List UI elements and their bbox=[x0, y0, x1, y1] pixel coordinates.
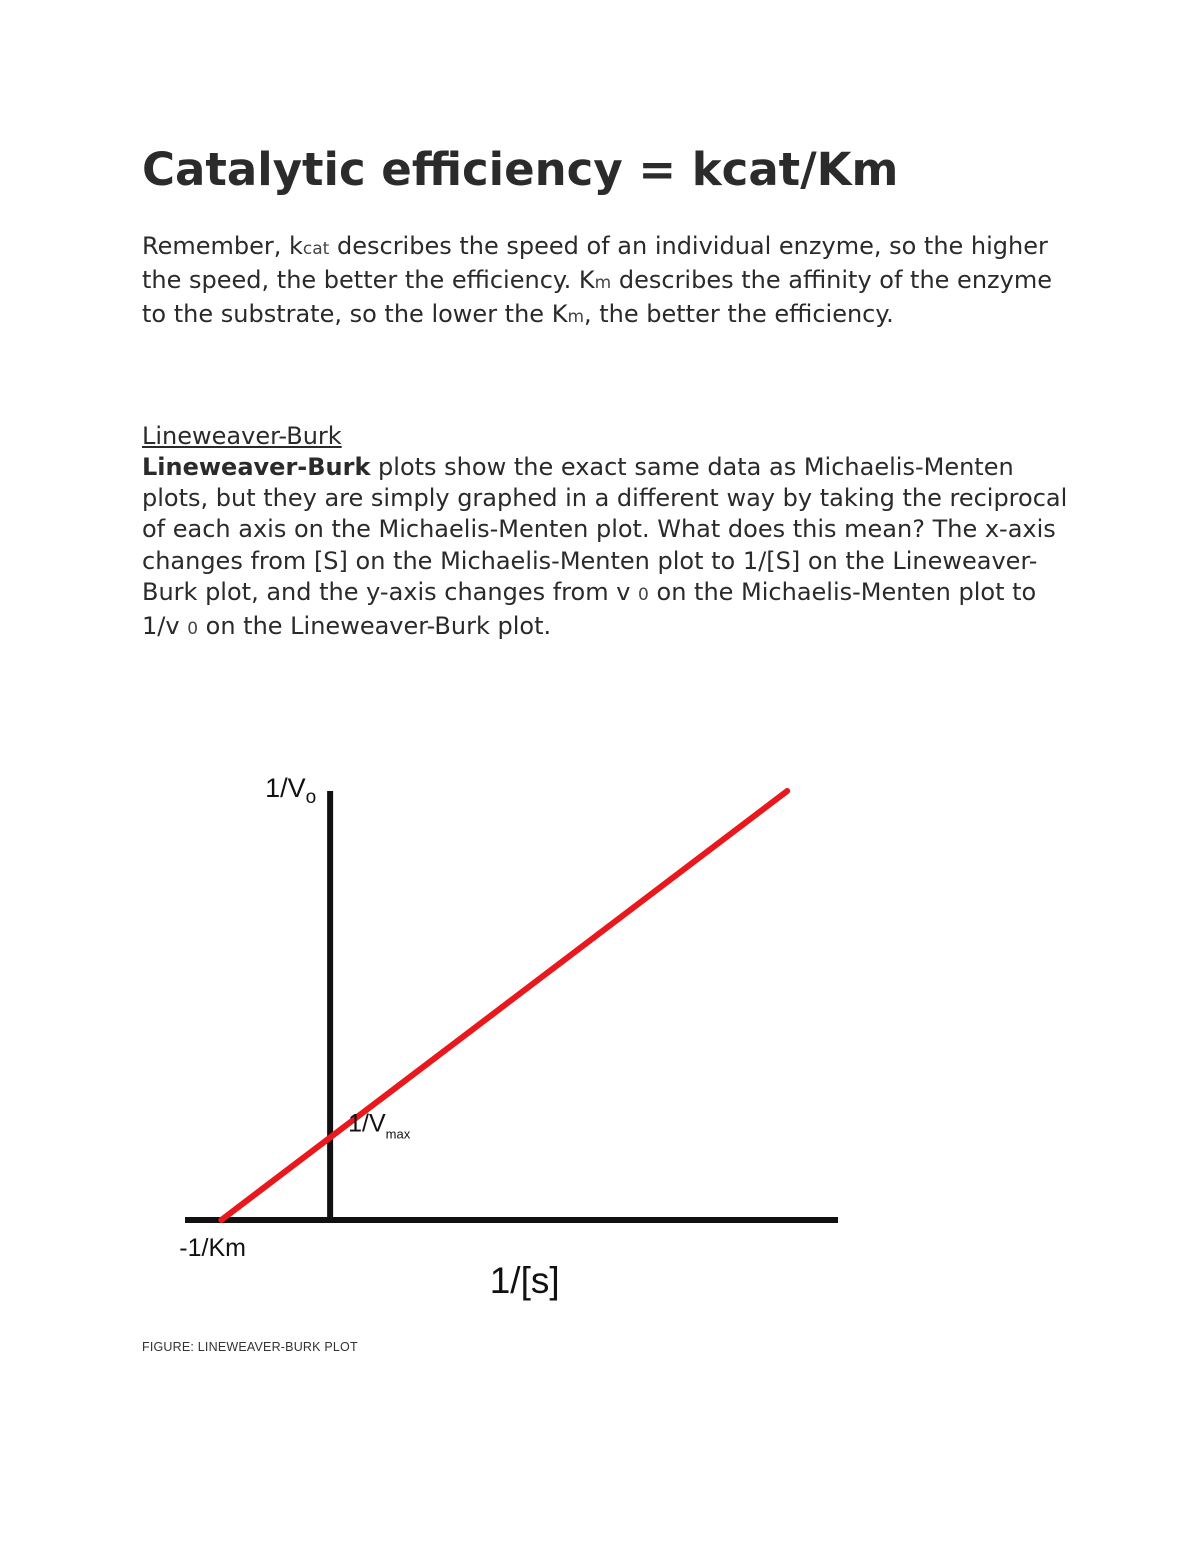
subscript-m: m bbox=[594, 273, 612, 294]
x-axis-label: 1/[s] bbox=[489, 1260, 560, 1301]
y-intercept-sub: max bbox=[385, 1126, 411, 1142]
text-run: plots show the exact same data as Michaelis-Menten plots, but they are simply graphed in a different way by taking the reciprocal of each axis on the Michaelis-Menten plot. What does this mean? The x-axis changes from [S] on the Michaelis-Menten plot to 1/[S] on the Lineweaver-Burk plot, and the y-axis changes from v bbox=[142, 453, 1068, 606]
y-axis-label-main: 1/V bbox=[265, 773, 306, 803]
text-run: Remember, k bbox=[142, 232, 303, 260]
y-intercept-label bbox=[348, 1110, 411, 1142]
plot-svg bbox=[170, 750, 870, 1310]
text-run: describes the affinity of the enzyme to the substrate, so the lower the K bbox=[142, 266, 1052, 329]
page-title: Catalytic efficiency = kcat/Km bbox=[142, 143, 899, 196]
figure-caption: FIGURE: LINEWEAVER-BURK PLOT bbox=[142, 1340, 358, 1354]
efficiency-paragraph bbox=[142, 231, 1072, 334]
subscript-cat: cat bbox=[302, 239, 330, 259]
y-axis-label bbox=[265, 773, 316, 808]
subscript-zero: 0 bbox=[638, 584, 649, 605]
lineweaver-burk-paragraph bbox=[142, 452, 1072, 645]
x-intercept-label: -1/Km bbox=[179, 1234, 246, 1262]
text-run: on the Lineweaver-Burk plot. bbox=[198, 612, 552, 641]
text-run: on the Michaelis-Menten plot to 1/v bbox=[142, 577, 1037, 641]
bold-term: Lineweaver-Burk bbox=[142, 453, 371, 481]
y-axis-label-sub: o bbox=[305, 787, 317, 808]
lineweaver-burk-plot bbox=[170, 750, 870, 1310]
y-intercept-main: 1/V bbox=[348, 1109, 386, 1138]
subscript-m: m bbox=[567, 307, 584, 328]
text-run: describes the speed of an individual enzyme, so the higher the speed, the better the efficiency. K bbox=[142, 232, 1048, 295]
text-run: , the better the efficiency. bbox=[584, 300, 894, 329]
section-heading: Lineweaver-Burk bbox=[142, 422, 342, 450]
subscript-zero: 0 bbox=[187, 619, 199, 640]
series-line bbox=[221, 791, 787, 1220]
